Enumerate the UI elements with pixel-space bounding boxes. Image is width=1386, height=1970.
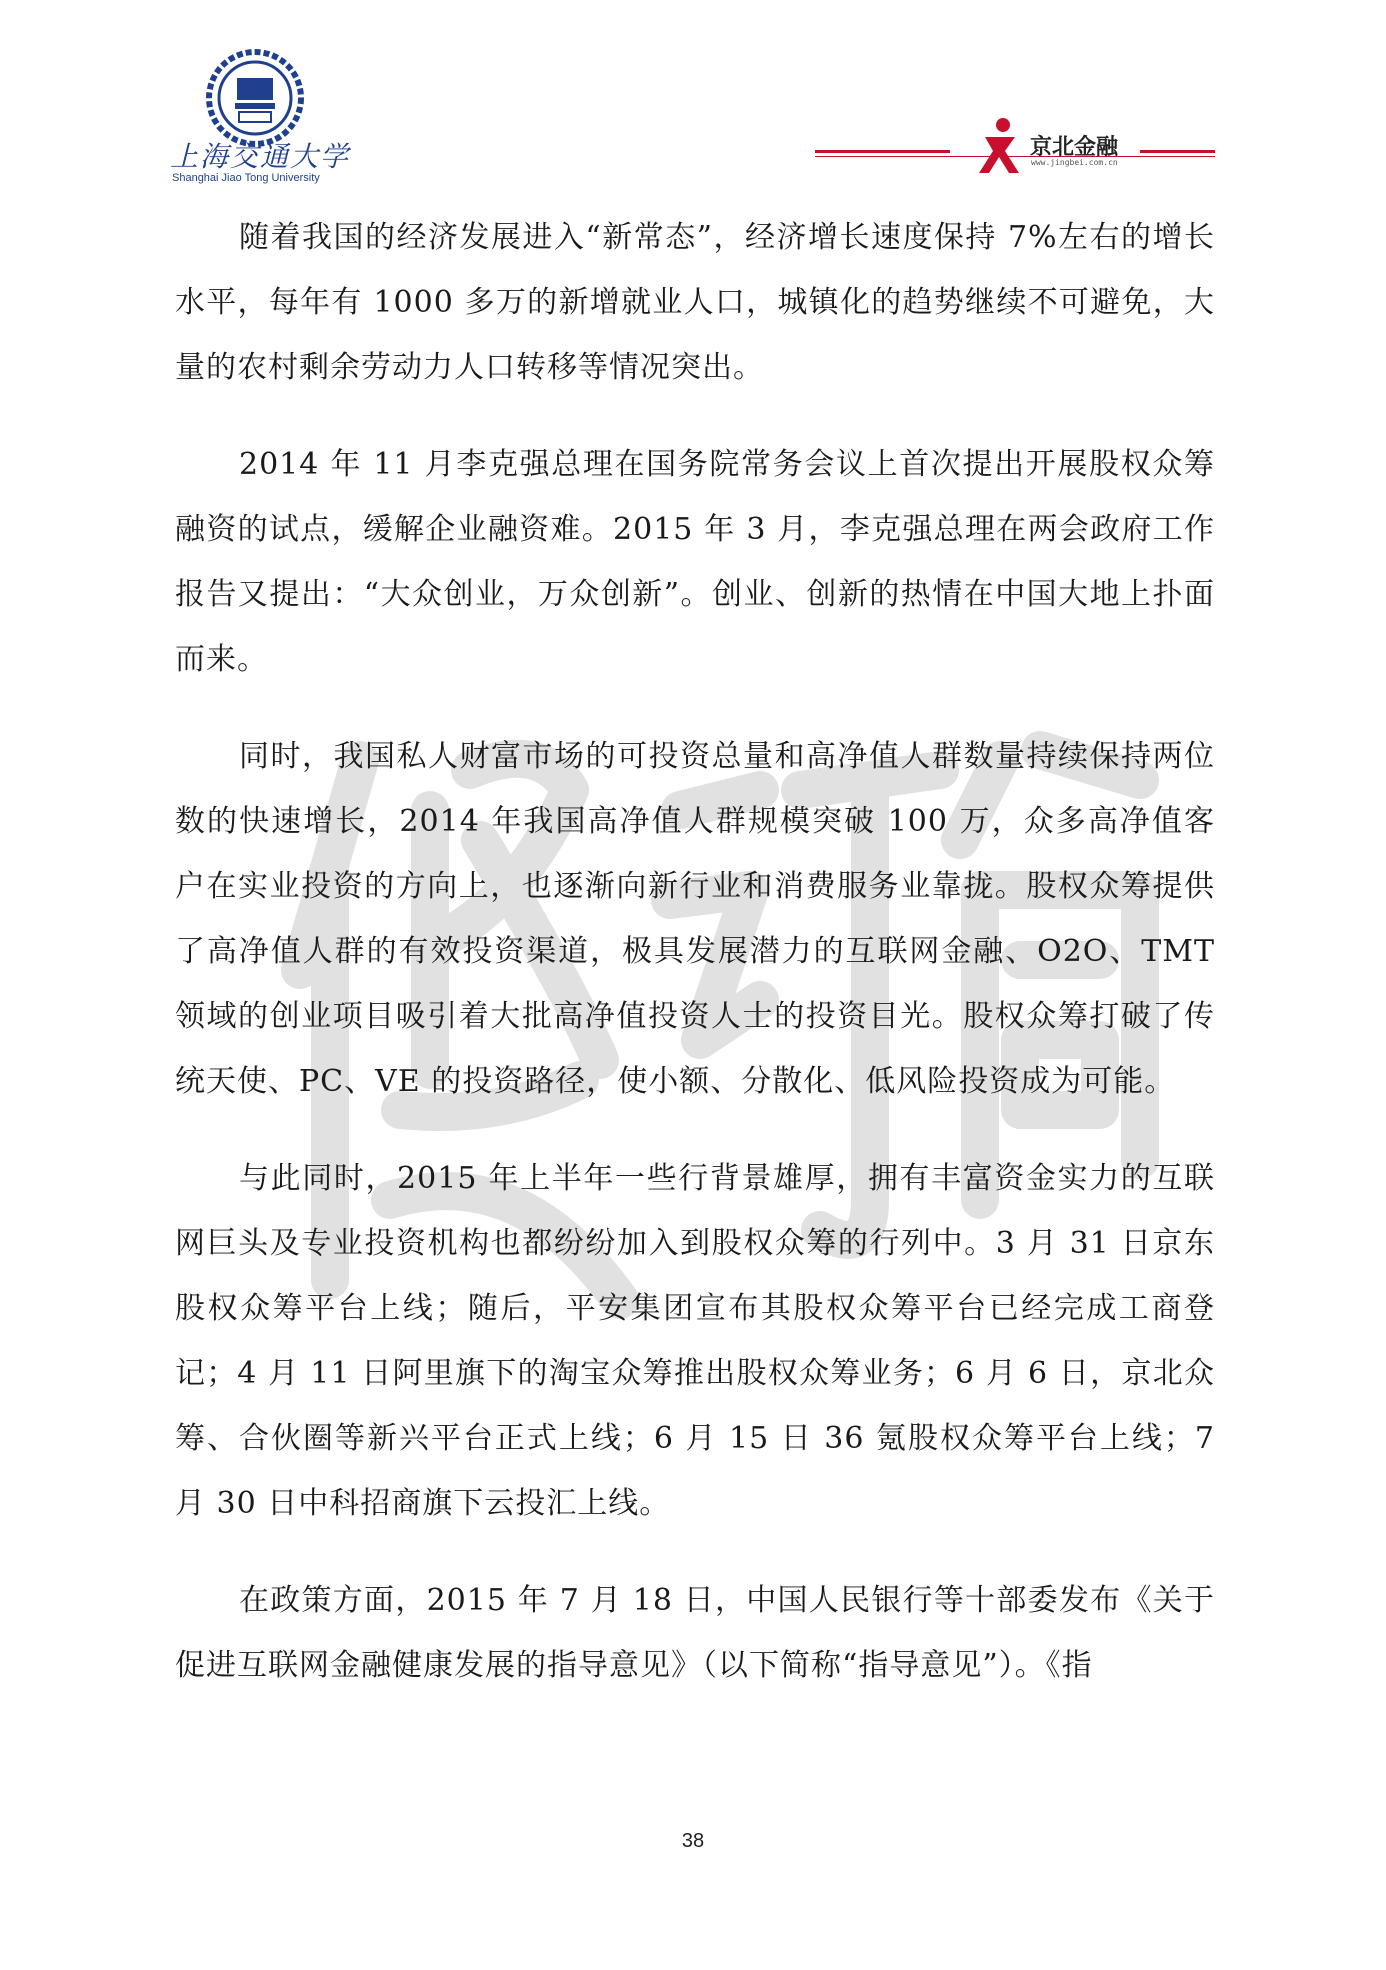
brand-logo-icon	[975, 115, 1025, 177]
university-seal-icon	[205, 48, 305, 148]
header-rule-right	[1140, 150, 1215, 153]
body-paragraph: 随着我国的经济发展进入“新常态”，经济增长速度保持 7%左右的增长水平，每年有 1000 多万的新增就业人口，城镇化的趋势继续不可避免，大量的农村剩余劳动力人口转移等情况突出。	[175, 220, 1215, 385]
header-rule-left	[815, 150, 950, 153]
university-name-cn: 上海交通大学	[170, 140, 351, 173]
body-paragraph: 在政策方面，2015 年 7 月 18 日，中国人民银行等十部委发布《关于促进互联网金融健康发展的指导意见》（以下简称“指导意见”）。《指	[175, 1583, 1215, 1683]
body-paragraph: 与此同时，2015 年上半年一些行背景雄厚，拥有丰富资金实力的互联网巨头及专业投资机构也都纷纷加入到股权众筹的行列中。3 月 31 日京东股权众筹平台上线；随后，平安集团宣布其股权众筹平台已经完成工商登记；4 月 11 日阿里旗下的淘宝众筹推出股权众筹业务；6 月 6 日，京北众筹、合伙圈等新兴平台正式上线；6 月 15 日 36 氪股权众筹平台上线；7 月 30 日中科招商旗下云投汇上线。	[175, 1161, 1215, 1521]
body-paragraph: 2014 年 11 月李克强总理在国务院常务会议上首次提出开展股权众筹融资的试点，缓解企业融资难。2015 年 3 月，李克强总理在两会政府工作报告又提出：“大众创业，万众创新”。创业、创新的热情在中国大地上扑面而来。	[175, 447, 1215, 677]
body-paragraph: 同时，我国私人财富市场的可投资总量和高净值人群数量持续保持两位数的快速增长，2014 年我国高净值人群规模突破 100 万，众多高净值客户在实业投资的方向上，也逐渐向新行业和消费服务业靠拢。股权众筹提供了高净值人群的有效投资渠道，极具发展潜力的互联网金融、O2O、TMT 领域的创业项目吸引着大批高净值投资人士的投资目光。股权众筹打破了传统天使、PC、VE 的投资路径，使小额、分散化、低风险投资成为可能。	[175, 739, 1215, 1099]
brand-url: www.jingbei.com.cn	[1031, 158, 1118, 167]
brand-name: 京北金融	[1030, 135, 1119, 160]
page-number: 38	[681, 1830, 705, 1852]
university-name-en: Shanghai Jiao Tong University	[172, 172, 320, 184]
page-header	[0, 0, 1386, 190]
document-body	[175, 205, 1215, 1730]
